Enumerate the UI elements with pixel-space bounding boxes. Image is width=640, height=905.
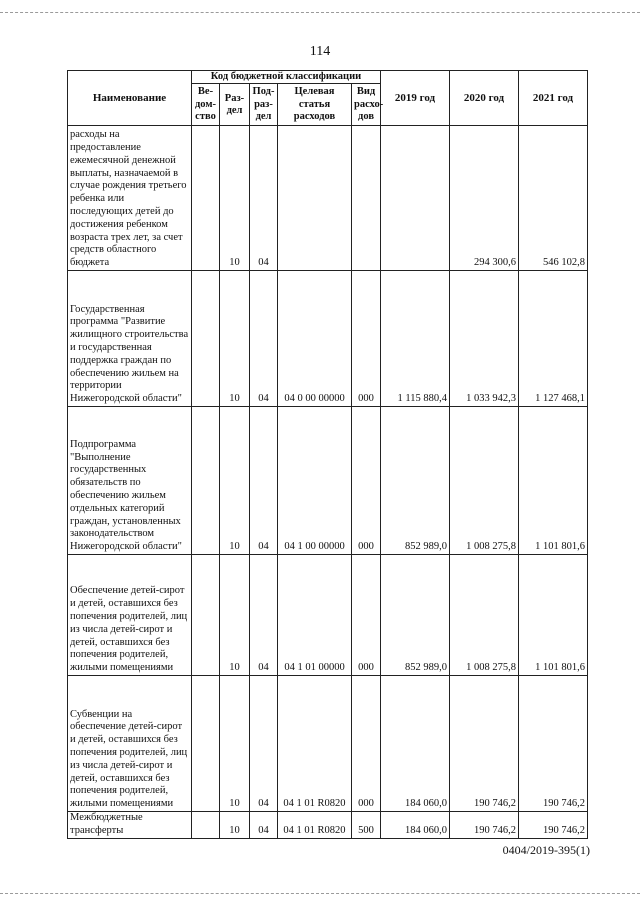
row-target: 04 1 00 00000	[278, 407, 352, 555]
row-podrazdel: 04	[250, 271, 278, 407]
header-podrazdel: Под-раз-дел	[250, 84, 278, 126]
table-row	[68, 126, 588, 271]
row-razdel: 10	[220, 676, 250, 812]
row-vid: 000	[352, 555, 381, 676]
row-podrazdel: 04	[250, 126, 278, 271]
header-name: Наименование	[68, 71, 192, 126]
row-target: 04 1 01 R0820	[278, 676, 352, 812]
row-name: Субвенции на обеспечение детей-сирот и детей, оставшихся без попечения родителей, лиц из числа детей-сирот и детей, оставшихся без попечения родителей, жилыми помещениями	[68, 676, 192, 812]
table-row	[68, 407, 588, 555]
row-2021: 546 102,8	[519, 126, 588, 271]
row-ved	[192, 407, 220, 555]
header-target: Целевая статья расходов	[278, 84, 352, 126]
header-razdel: Раз-дел	[220, 84, 250, 126]
row-2020: 190 746,2	[450, 812, 519, 839]
row-name: Обеспечение детей-сирот и детей, оставшихся без попечения родителей, лиц из числа детей-сирот и детей, оставшихся без попечения родителей, жилыми помещениями	[68, 555, 192, 676]
row-2021: 1 101 801,6	[519, 555, 588, 676]
row-razdel: 10	[220, 271, 250, 407]
row-podrazdel: 04	[250, 407, 278, 555]
table-row	[68, 271, 588, 407]
row-name: Подпрограмма "Выполнение государственных обязательств по обеспечению жильем отдельных категорий граждан, установленных законодательством Нижегородской области"	[68, 407, 192, 555]
header-2020: 2020 год	[450, 71, 519, 126]
table-row	[68, 812, 588, 839]
row-2021: 190 746,2	[519, 812, 588, 839]
header-budget-code: Код бюджетной классификации	[192, 71, 381, 84]
row-vid	[352, 126, 381, 271]
row-vid: 000	[352, 407, 381, 555]
header-2021: 2021 год	[519, 71, 588, 126]
page-number: 114	[309, 44, 331, 59]
row-2019: 852 989,0	[381, 555, 450, 676]
row-2020: 1 033 942,3	[450, 271, 519, 407]
row-2019: 852 989,0	[381, 407, 450, 555]
header-vedomstvo: Ве-дом-ство	[192, 84, 220, 126]
row-vid: 000	[352, 271, 381, 407]
row-vid: 000	[352, 676, 381, 812]
row-2021: 190 746,2	[519, 676, 588, 812]
row-ved	[192, 555, 220, 676]
header-vid: Вид расхо-дов	[352, 84, 381, 126]
row-podrazdel: 04	[250, 812, 278, 839]
row-name: Государственная программа "Развитие жилищного строительства и государственная поддержка граждан по обеспечению жильем на территории Нижегородской области"	[68, 271, 192, 407]
row-name: расходы на предоставление ежемесячной денежной выплаты, назначаемой в случае рождения третьего ребенка или последующих детей до достижения ребенком возраста трех лет, за счет средств областного бюджета	[68, 126, 192, 271]
row-target: 04 1 01 00000	[278, 555, 352, 676]
document-code: 0404/2019-395(1)	[502, 843, 590, 857]
row-ved	[192, 676, 220, 812]
row-2019: 184 060,0	[381, 676, 450, 812]
row-2019: 1 115 880,4	[381, 271, 450, 407]
row-vid: 500	[352, 812, 381, 839]
row-2020: 294 300,6	[450, 126, 519, 271]
budget-table	[67, 70, 588, 839]
row-2019: 184 060,0	[381, 812, 450, 839]
row-razdel: 10	[220, 126, 250, 271]
row-2021: 1 101 801,6	[519, 407, 588, 555]
row-ved	[192, 126, 220, 271]
table-row	[68, 676, 588, 812]
scan-edge-top	[0, 12, 640, 13]
row-2021: 1 127 468,1	[519, 271, 588, 407]
row-ved	[192, 271, 220, 407]
row-target	[278, 126, 352, 271]
row-ved	[192, 812, 220, 839]
row-2019	[381, 126, 450, 271]
header-2019: 2019 год	[381, 71, 450, 126]
table-row	[68, 555, 588, 676]
row-podrazdel: 04	[250, 555, 278, 676]
row-target: 04 0 00 00000	[278, 271, 352, 407]
row-razdel: 10	[220, 812, 250, 839]
scan-edge-bottom	[0, 893, 640, 894]
row-razdel: 10	[220, 407, 250, 555]
row-2020: 1 008 275,8	[450, 555, 519, 676]
row-razdel: 10	[220, 555, 250, 676]
row-name: Межбюджетные трансферты	[68, 812, 192, 839]
row-2020: 1 008 275,8	[450, 407, 519, 555]
row-podrazdel: 04	[250, 676, 278, 812]
row-target: 04 1 01 R0820	[278, 812, 352, 839]
row-2020: 190 746,2	[450, 676, 519, 812]
